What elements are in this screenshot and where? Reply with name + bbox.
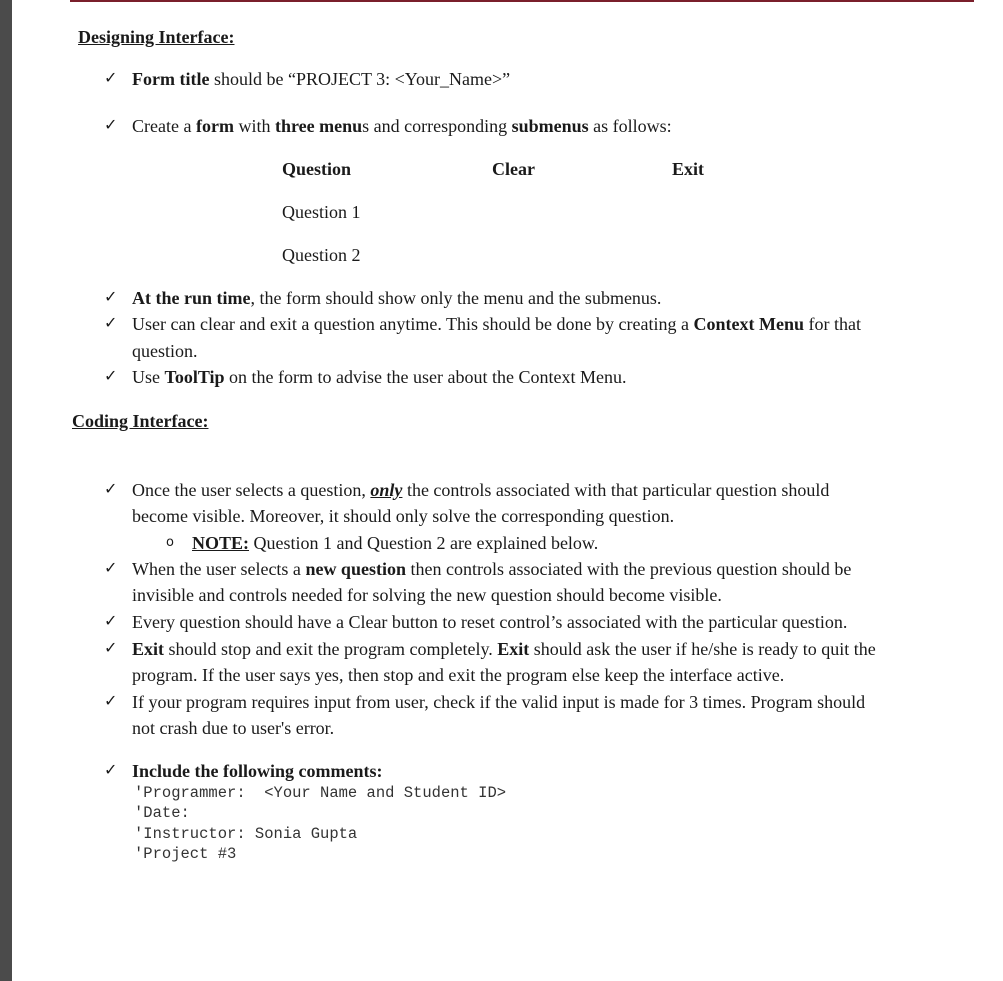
bullet-valid-input-line2: not crash due to user's error. [132, 718, 335, 738]
bullet-exit: Exit should stop and exit the program completely. Exit should ask the user if he/she is ready to quit the [132, 639, 876, 659]
check-icon: ✓ [104, 611, 118, 630]
note-line: NOTE: Question 1 and Question 2 are explained below. [192, 533, 599, 553]
submenu-question-2: Question 2 [282, 245, 361, 265]
bullet-clear-button: Every question should have a Clear button to reset control’s associated with the particular question. [132, 612, 848, 632]
check-icon: ✓ [104, 691, 118, 710]
submenu-question-1: Question 1 [282, 202, 361, 222]
check-icon: ✓ [104, 287, 118, 306]
bullet-context-menu-line2: question. [132, 341, 198, 361]
check-icon: ✓ [104, 479, 118, 498]
bullet-context-menu: User can clear and exit a question anytime. This should be done by creating a Context Menu for that [132, 314, 861, 334]
check-icon: ✓ [104, 366, 118, 385]
bullet-tooltip: Use ToolTip on the form to advise the user about the Context Menu. [132, 367, 627, 387]
menu-question: Question [282, 159, 352, 179]
menu-clear: Clear [492, 159, 535, 179]
comment-date: 'Date: [134, 804, 190, 822]
bullet-select-question: Once the user selects a question, only the controls associated with that particular question should [132, 480, 830, 500]
bold-text: Form title [132, 69, 210, 89]
comment-project: 'Project #3 [134, 845, 237, 863]
bullet-form-title [132, 66, 510, 92]
check-icon: ✓ [104, 638, 118, 657]
comment-instructor: 'Instructor: Sonia Gupta [134, 825, 358, 843]
bullet-new-question: When the user selects a new question then controls associated with the previous question should be [132, 559, 852, 579]
bullet-exit-line2: program. If the user says yes, then stop and exit the program else keep the interface active. [132, 665, 785, 685]
bullet-new-question-line2: invisible and controls needed for solving the new question should become visible. [132, 585, 722, 605]
check-icon: ✓ [104, 115, 118, 134]
check-icon: ✓ [104, 558, 118, 577]
comment-programmer: 'Programmer: <Your Name and Student ID> [134, 784, 507, 802]
bullet-create-form: Create a form with three menus and corresponding submenus as follows: [132, 116, 672, 136]
coding-heading: Coding Interface: [72, 411, 209, 431]
check-icon: ✓ [104, 760, 118, 779]
bullet-valid-input: If your program requires input from user, check if the valid input is made for 3 times. Program should [132, 692, 866, 712]
bullet-select-question-line2: become visible. Moreover, it should only solve the corresponding question. [132, 506, 675, 526]
designing-heading: Designing Interface: [78, 27, 235, 47]
bullet-comments-heading: Include the following comments: [132, 761, 383, 781]
bullet-run-time: At the run time, the form should show only the menu and the submenus. [132, 288, 662, 308]
circle-bullet-icon: o [166, 535, 174, 550]
check-icon: ✓ [104, 313, 118, 332]
check-icon: ✓ [104, 68, 118, 87]
menu-exit: Exit [672, 159, 705, 179]
text: should be “PROJECT 3: <Your_Name>” [209, 69, 511, 89]
